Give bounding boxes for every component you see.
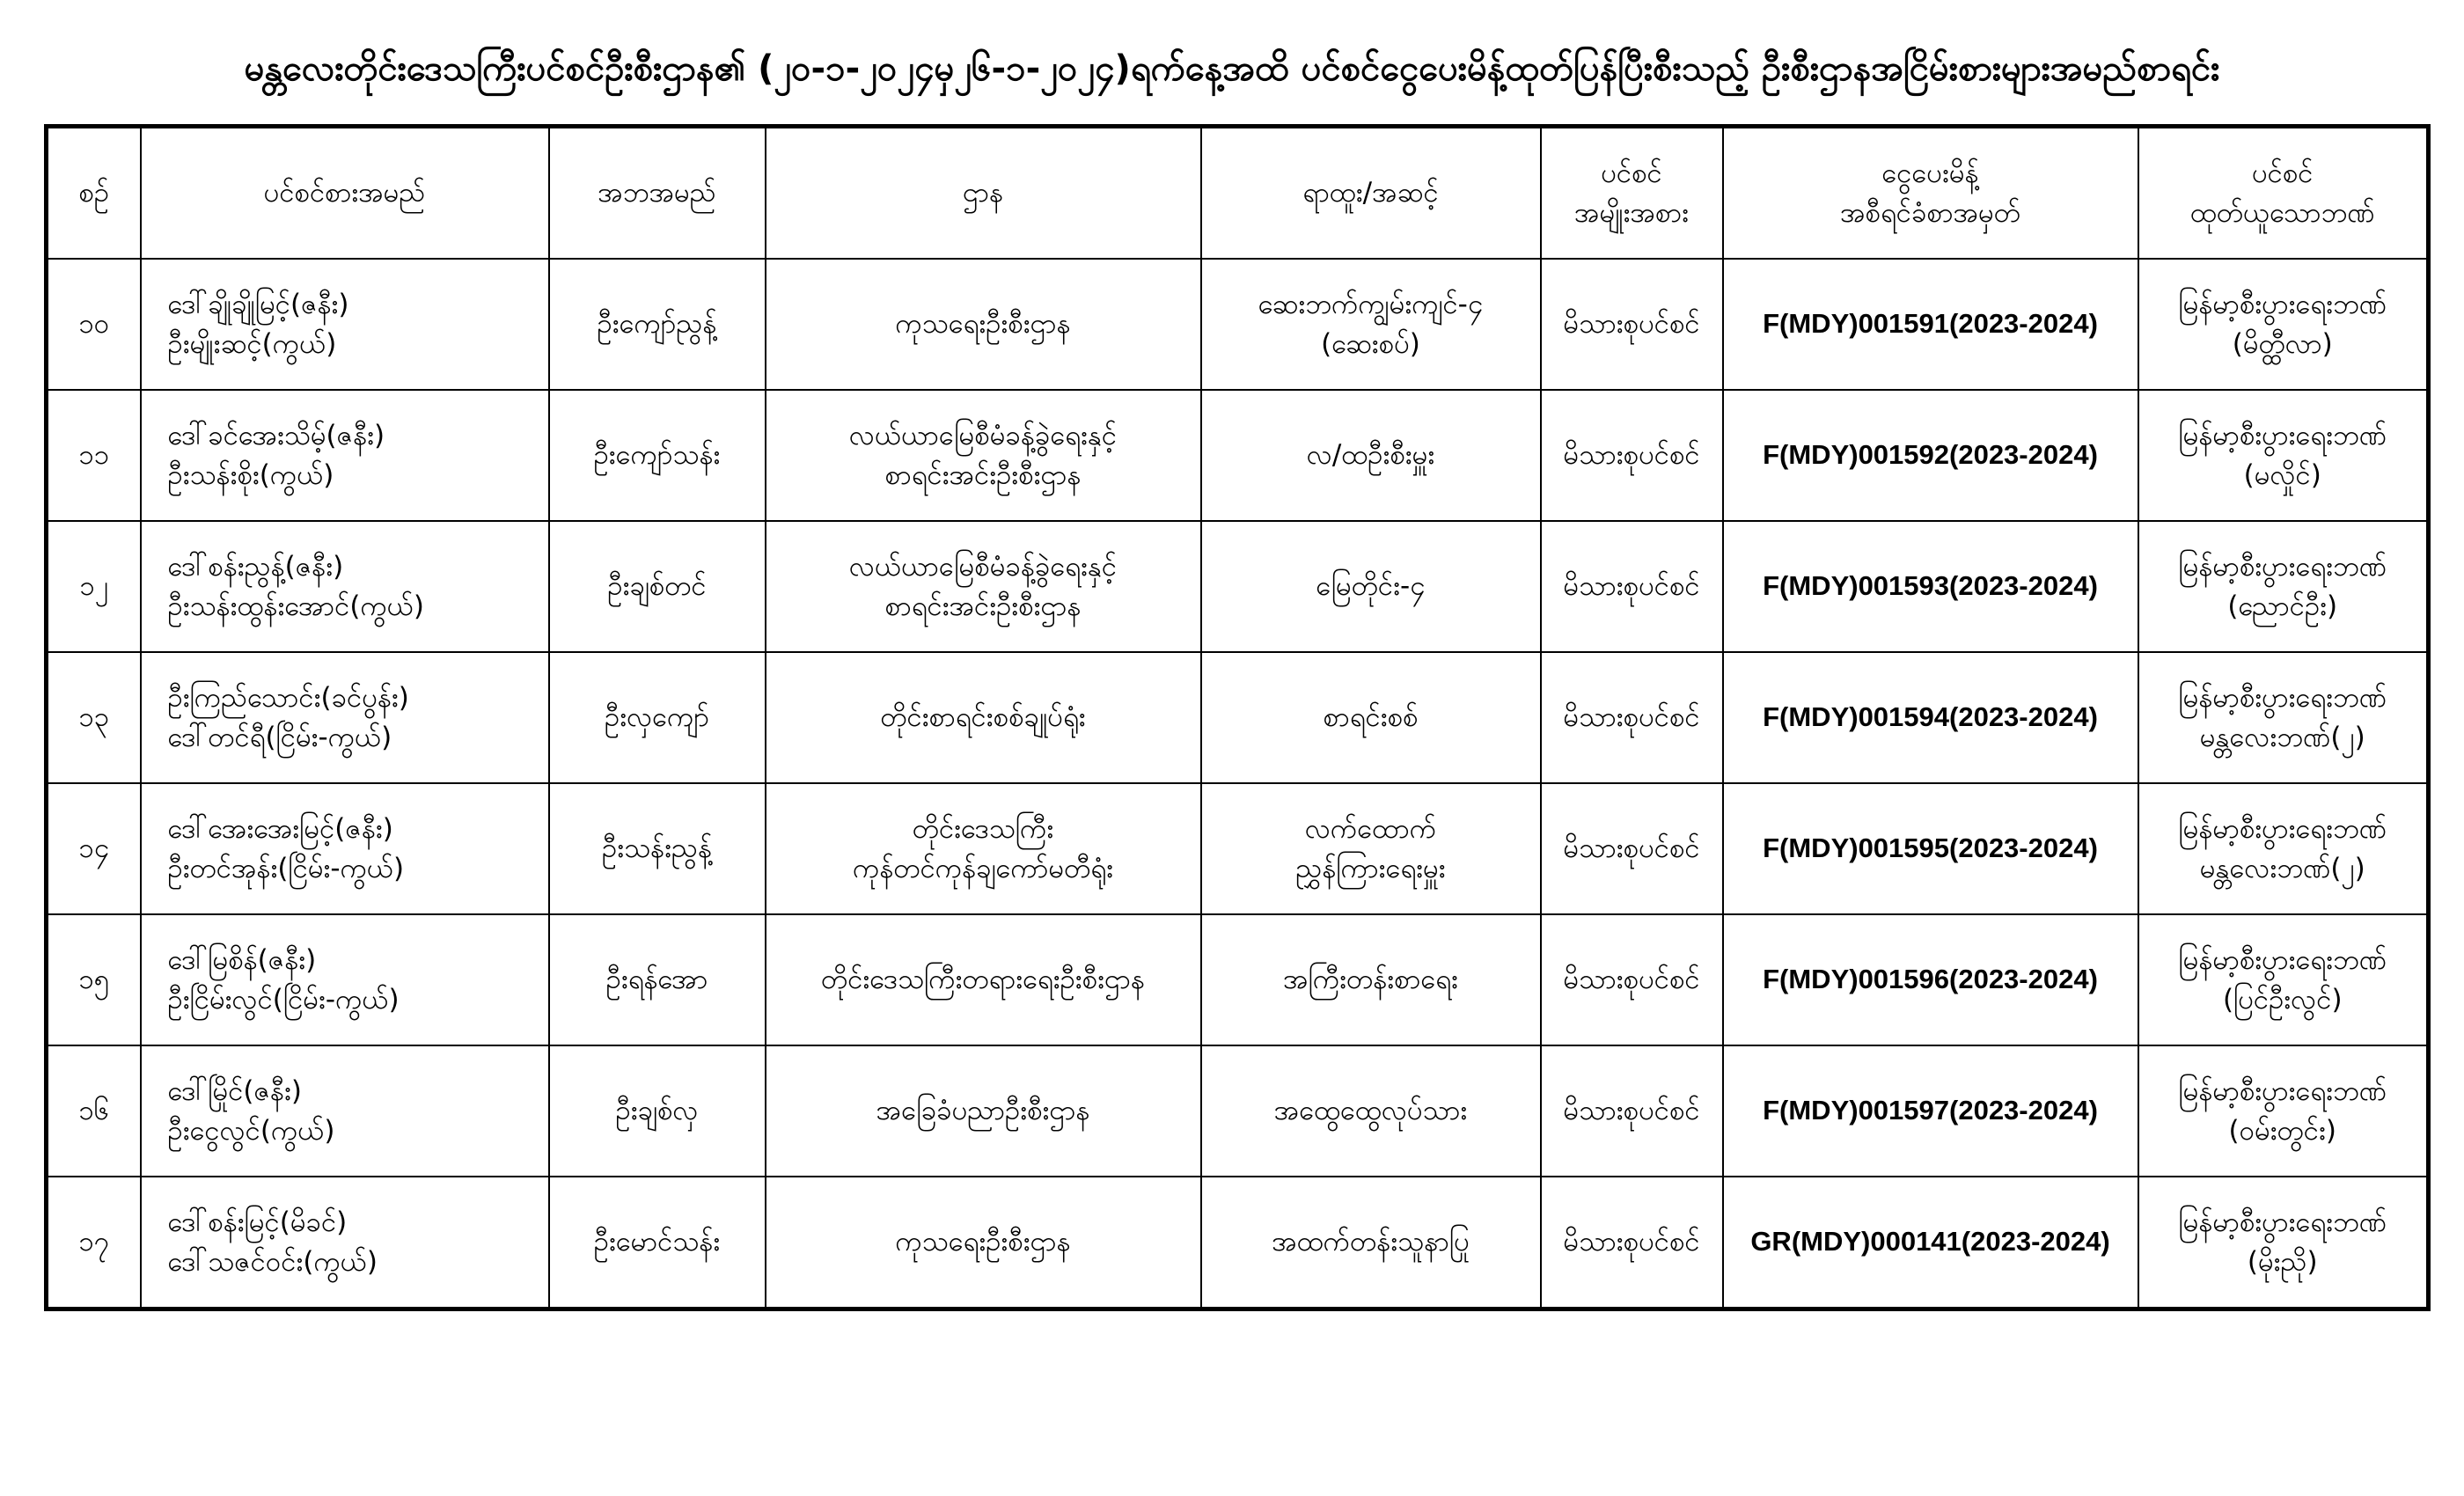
pensioner-name-line: ဒေါ်စန်းမြင့်(မိခင်): [167, 1206, 348, 1238]
rank-line: မြေတိုင်း-၄: [1316, 570, 1426, 603]
father-name-cell: ဦးသန်းညွန့်: [549, 783, 766, 914]
department-line: လယ်ယာမြေစီမံခန့်ခွဲရေးနှင့်: [848, 550, 1118, 583]
col-header-serial: [47, 127, 141, 260]
bank-line: မြန်မာ့စီးပွားရေးဘဏ်: [2178, 288, 2387, 320]
serial-cell: ၁၃: [47, 652, 141, 783]
serial-cell: ၁၀: [47, 259, 141, 390]
serial-cell: ၁၅: [47, 914, 141, 1045]
department-cell: [766, 390, 1201, 521]
department-cell: [766, 914, 1201, 1045]
col-header-pension-type: [1541, 127, 1723, 260]
pensioner-name-line: ဒေါ်စန်းညွန့်(ဇနီး): [167, 550, 344, 583]
pensioner-name-line: ဦးသန်းစိုး(ကွယ်): [167, 458, 334, 491]
department-line: အခြေခံပညာဦးစီးဌာန: [876, 1095, 1090, 1127]
serial-cell: ၁၇: [47, 1177, 141, 1309]
bank-line: မန္တလေးဘဏ်(၂): [2199, 852, 2365, 884]
page-title: မန္တလေးတိုင်းဒေသကြီးပင်စင်ဦးစီးဌာန၏ (၂၀-၁-၂၀၂၄မှ၂၆-၁-၂၀၂၄)ရက်နေ့အထိ ပင်စင်ငွေပေးမိန့်ထုတ်ပြန်ပြီးစီးသည့် ဦးစီးဌာနအငြိမ်းစားများအမည်စာရင်း: [244, 48, 2220, 89]
pensioner-name-cell: [141, 1177, 549, 1309]
pension-type-cell: မိသားစုပင်စင်: [1541, 1045, 1723, 1177]
table-row: [47, 652, 2429, 783]
father-name-cell: ဦးကျော်ညွန့်: [549, 259, 766, 390]
bank-line: မြန်မာ့စီးပွားရေးဘဏ်: [2178, 681, 2387, 714]
payment-order-no-cell: GR(MDY)000141(2023-2024): [1723, 1177, 2138, 1309]
rank-line: ညွှန်ကြားရေးမှူး: [1295, 852, 1446, 884]
department-cell: [766, 259, 1201, 390]
bank-cell: [2138, 783, 2429, 914]
header-label-line: ပင်စင်စားအမည်: [263, 177, 426, 209]
col-header-department: [766, 127, 1201, 260]
department-line: ကုန်တင်ကုန်ချကော်မတီရုံး: [853, 852, 1113, 884]
table-row: [47, 1177, 2429, 1309]
table-body: [47, 259, 2429, 1309]
rank-cell: [1201, 1177, 1541, 1309]
table-row: [47, 259, 2429, 390]
bank-cell: [2138, 652, 2429, 783]
pensioner-name-line: ဒေါ်မြိုင်(ဇနီး): [167, 1074, 302, 1107]
pension-type-cell: မိသားစုပင်စင်: [1541, 390, 1723, 521]
rank-line: အထက်တန်းသူနာပြု: [1272, 1226, 1470, 1258]
bank-line: မြန်မာ့စီးပွားရေးဘဏ်: [2178, 1206, 2387, 1238]
col-header-payment-order-no: [1723, 127, 2138, 260]
pensioner-name-line: ဦးငွေလွင်(ကွယ်): [167, 1114, 335, 1147]
department-line: ကုသရေးဦးစီးဌာန: [895, 308, 1071, 341]
header-label-line: အမျိုးအစား: [1574, 196, 1689, 229]
rank-cell: [1201, 914, 1541, 1045]
payment-order-no-cell: F(MDY)001591(2023-2024): [1723, 259, 2138, 390]
bank-line: (မလှိုင်): [2243, 458, 2321, 491]
bank-line: မြန်မာ့စီးပွားရေးဘဏ်: [2178, 550, 2387, 583]
header-label-line: ဌာန: [963, 177, 1003, 209]
pensioner-name-line: ဒေါ်မြစိန်(ဇနီး): [167, 943, 317, 976]
rank-line: လက်ထောက်: [1304, 812, 1437, 845]
header-label-line: ပင်စင်: [1601, 157, 1662, 189]
department-line: စာရင်းအင်းဦးစီးဌာန: [884, 590, 1082, 622]
serial-cell: ၁၂: [47, 521, 141, 652]
header-label-line: အဘအမည်: [598, 177, 716, 209]
pensioner-table: [44, 124, 2431, 1311]
payment-order-no-cell: F(MDY)001597(2023-2024): [1723, 1045, 2138, 1177]
pensioner-name-line: ဦးတင်အုန်း(ငြိမ်း-ကွယ်): [167, 852, 405, 884]
header-label-line: ငွေပေးမိန့်: [1881, 157, 1979, 189]
header-label-line: အစီရင်ခံစာအမှတ်: [1840, 196, 2020, 229]
pensioner-name-cell: [141, 1045, 549, 1177]
payment-order-no-cell: F(MDY)001594(2023-2024): [1723, 652, 2138, 783]
department-cell: [766, 1177, 1201, 1309]
department-line: စာရင်းအင်းဦးစီးဌာန: [884, 458, 1082, 491]
pensioner-name-line: ဦးသန်းထွန်းအောင်(ကွယ်): [167, 590, 424, 622]
pensioner-name-cell: [141, 390, 549, 521]
bank-cell: [2138, 1045, 2429, 1177]
rank-line: ဆေးဘက်ကျွမ်းကျင်-၄: [1258, 288, 1484, 320]
department-cell: [766, 783, 1201, 914]
department-line: တိုင်းစာရင်းစစ်ချုပ်ရုံး: [880, 701, 1086, 734]
rank-line: လ/ထဦးစီးမှူး: [1306, 439, 1435, 472]
col-header-rank: [1201, 127, 1541, 260]
rank-line: အကြီးတန်းစာရေး: [1283, 964, 1458, 996]
bank-cell: [2138, 390, 2429, 521]
table-row: [47, 521, 2429, 652]
father-name-cell: ဦးလှကျော်: [549, 652, 766, 783]
father-name-cell: ဦးချစ်တင်: [549, 521, 766, 652]
rank-line: (ဆေးစပ်): [1321, 327, 1420, 360]
pensioner-name-line: ဒေါ်တင်ရီ(ငြိမ်း-ကွယ်): [167, 721, 392, 753]
serial-cell: ၁၆: [47, 1045, 141, 1177]
table-row: [47, 783, 2429, 914]
payment-order-no-cell: F(MDY)001592(2023-2024): [1723, 390, 2138, 521]
department-cell: [766, 652, 1201, 783]
pensioner-name-cell: [141, 914, 549, 1045]
pension-type-cell: မိသားစုပင်စင်: [1541, 914, 1723, 1045]
pensioner-name-line: ဒေါ်ခင်အေးသိမ့်(ဇနီး): [167, 419, 385, 451]
department-line: လယ်ယာမြေစီမံခန့်ခွဲရေးနှင့်: [848, 419, 1118, 451]
pensioner-name-cell: [141, 783, 549, 914]
bank-line: မြန်မာ့စီးပွားရေးဘဏ်: [2178, 1074, 2387, 1107]
bank-line: (ပြင်ဦးလွင်): [2222, 983, 2343, 1016]
bank-line: မြန်မာ့စီးပွားရေးဘဏ်: [2178, 812, 2387, 845]
header-label-line: ပင်စင်: [2251, 157, 2314, 189]
payment-order-no-cell: F(MDY)001596(2023-2024): [1723, 914, 2138, 1045]
header-row: [47, 127, 2429, 260]
serial-cell: ၁၄: [47, 783, 141, 914]
pension-type-cell: မိသားစုပင်စင်: [1541, 259, 1723, 390]
header-label-line: ထုတ်ယူသောဘဏ်: [2189, 196, 2375, 229]
pension-type-cell: မိသားစုပင်စင်: [1541, 783, 1723, 914]
pensioner-name-line: ဒေါ်သဇင်ဝင်း(ကွယ်): [167, 1245, 378, 1278]
pensioner-name-cell: [141, 521, 549, 652]
department-cell: [766, 1045, 1201, 1177]
father-name-cell: ဦးမောင်သန်း: [549, 1177, 766, 1309]
father-name-cell: ဦးချစ်လှ: [549, 1045, 766, 1177]
table-row: [47, 1045, 2429, 1177]
payment-order-no-cell: F(MDY)001593(2023-2024): [1723, 521, 2138, 652]
department-line: ကုသရေးဦးစီးဌာန: [895, 1226, 1071, 1258]
pensioner-name-line: ဒေါ်အေးအေးမြင့်(ဇနီး): [167, 812, 393, 845]
pensioner-name-line: ဒေါ်ချိုချိုမြင့်(ဇနီး): [167, 288, 349, 320]
bank-line: (ညောင်ဦး): [2227, 590, 2338, 622]
bank-cell: [2138, 521, 2429, 652]
bank-line: မြန်မာ့စီးပွားရေးဘဏ်: [2178, 419, 2387, 451]
rank-cell: [1201, 390, 1541, 521]
table-row: [47, 390, 2429, 521]
department-cell: [766, 521, 1201, 652]
bank-line: (ဝမ်းတွင်း): [2228, 1114, 2336, 1147]
pension-type-cell: မိသားစုပင်စင်: [1541, 521, 1723, 652]
rank-cell: [1201, 521, 1541, 652]
bank-cell: [2138, 259, 2429, 390]
father-name-cell: ဦးကျော်သန်း: [549, 390, 766, 521]
rank-cell: [1201, 783, 1541, 914]
pensioner-name-cell: [141, 652, 549, 783]
pension-type-cell: မိသားစုပင်စင်: [1541, 1177, 1723, 1309]
rank-cell: [1201, 259, 1541, 390]
bank-cell: [2138, 914, 2429, 1045]
col-header-father-name: [549, 127, 766, 260]
serial-cell: ၁၁: [47, 390, 141, 521]
col-header-bank: [2138, 127, 2429, 260]
table-row: [47, 914, 2429, 1045]
department-line: တိုင်းဒေသကြီးတရားရေးဦးစီးဌာန: [821, 964, 1145, 996]
pensioner-name-line: ဦးမျိုးဆင့်(ကွယ်): [167, 327, 337, 360]
father-name-cell: ဦးရန်အော: [549, 914, 766, 1045]
pensioner-name-line: ဦးငြိမ်းလွင်(ငြိမ်း-ကွယ်): [167, 983, 400, 1016]
department-line: တိုင်းဒေသကြီး: [912, 812, 1054, 845]
rank-line: အထွေထွေလုပ်သား: [1273, 1095, 1468, 1127]
pension-type-cell: မိသားစုပင်စင်: [1541, 652, 1723, 783]
payment-order-no-cell: F(MDY)001595(2023-2024): [1723, 783, 2138, 914]
header-label-line: ရာထူး/အဆင့်: [1302, 177, 1439, 209]
rank-line: စာရင်းစစ်: [1323, 701, 1419, 734]
bank-line: (မိတ္ထီလာ): [2232, 327, 2333, 360]
col-header-pensioner-name: [141, 127, 549, 260]
bank-line: မန္တလေးဘဏ်(၂): [2199, 721, 2365, 753]
header-label-line: စဉ်: [78, 177, 110, 209]
pensioner-name-cell: [141, 259, 549, 390]
bank-cell: [2138, 1177, 2429, 1309]
rank-cell: [1201, 652, 1541, 783]
bank-line: (မိုးညို): [2247, 1245, 2318, 1278]
bank-line: မြန်မာ့စီးပွားရေးဘဏ်: [2178, 943, 2387, 976]
rank-cell: [1201, 1045, 1541, 1177]
pensioner-name-line: ဦးကြည်သောင်း(ခင်ပွန်း): [167, 681, 409, 714]
